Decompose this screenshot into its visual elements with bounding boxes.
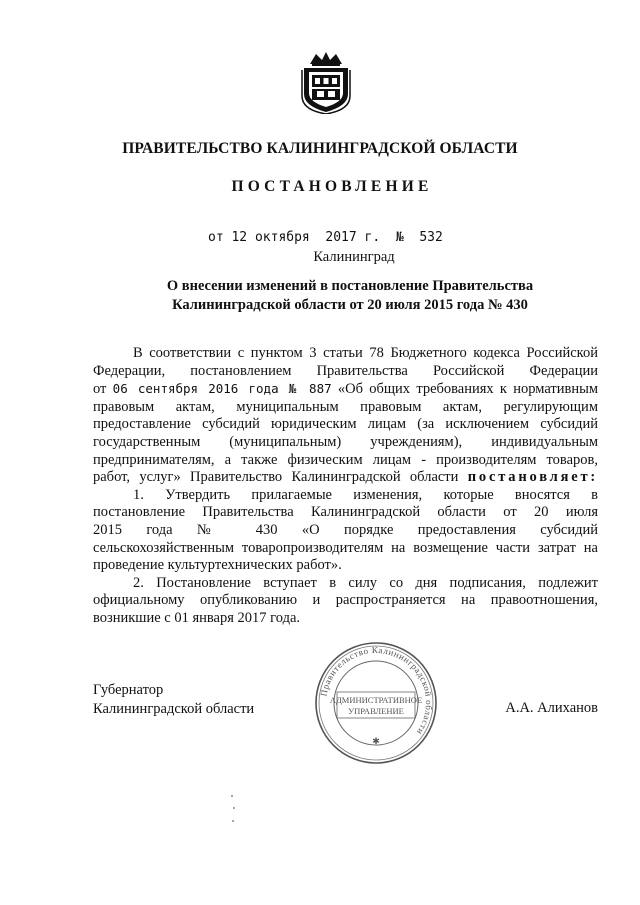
body-text: 06 сентября 2016 года № 887 [112,381,332,397]
stamp-center-line: АДМИНИСТРАТИВНОЕ [329,695,423,705]
signatory-name: А.А. Алиханов [505,700,598,716]
scan-speck [231,795,233,797]
document-type: ПОСТАНОВЛЕНИЕ [231,178,433,195]
body-line: Федерации, постановлением Правительства Российской Федерации [93,362,598,379]
body-text: от [93,381,107,398]
body-line [93,380,598,399]
body-line: В соответствии с пунктом 3 статьи 78 Бюджетного кодекса Российской [133,345,598,361]
item-1-paragraph [93,487,598,575]
body-line: сельскохозяйственным товаропроизводителям на возмещение части затрат на [93,539,598,556]
stamp-ring-text: Правительство Калининградской области [318,644,435,737]
document-body [93,345,598,628]
number-sign: № [395,230,404,245]
item-2-paragraph [93,575,598,628]
signatory-title-line: Губернатор [93,682,164,698]
date-prefix: от [208,230,224,245]
body-line: правовым актам, муниципальным правовым актам, регулирующим [93,398,598,415]
document-number: 532 [419,230,443,245]
body-line: 2015 года № 430 «О порядке предоставления субсидий [93,521,598,538]
subject-line: О внесении изменений в постановление Правительства [166,278,534,294]
signatory-title-line: Калининградской области [93,701,255,717]
city: Калининград [313,249,395,265]
signatory-title [93,681,254,719]
scan-speck [232,820,234,822]
document-subject [90,277,610,315]
stamp-center-line: УПРАВЛЕНИЕ [348,706,404,716]
body-line: проведение культуртехнических работ». [93,557,342,574]
subject-line: Калининградской области от 20 июля 2015 года № 430 [172,297,528,313]
body-line: 2. Постановление вступает в силу со дня подписания, подлежит [133,574,598,591]
regional-coat-of-arms-icon [300,50,352,114]
preamble-paragraph [93,345,598,487]
body-line: государственным (муниципальным) учреждениям), индивидуальным [93,433,598,450]
body-line: предоставление субсидий юридическим лицам (за исключением субсидий [93,416,598,433]
scan-speck [233,807,235,809]
body-line: 1. Утвердить прилагаемые изменения, которые вносятся в [133,486,598,503]
official-stamp [313,640,439,766]
body-line: предпринимателям, а также физическим лицам - производителям товаров, [93,451,598,468]
body-line: постановление Правительства Калининградской области от 20 июля [93,504,598,521]
body-text: «Об общих требованиях к нормативным [337,381,599,398]
body-line: официальному опубликованию и распространяется на правоотношения, [93,592,598,609]
body-line: возникшие с 01 января 2017 года. [93,609,301,626]
stamp-star-icon: ✱ [372,737,380,747]
document-date: 12 октября 2017 г. [231,230,381,245]
resolves-keyword: постановляет: [467,469,599,486]
body-line [93,469,598,487]
government-title: ПРАВИТЕЛЬСТВО КАЛИНИНГРАДСКОЙ ОБЛАСТИ [122,140,518,157]
date-number-line [208,230,443,245]
body-text: работ, услуг» Правительство Калининградской области [93,469,459,486]
